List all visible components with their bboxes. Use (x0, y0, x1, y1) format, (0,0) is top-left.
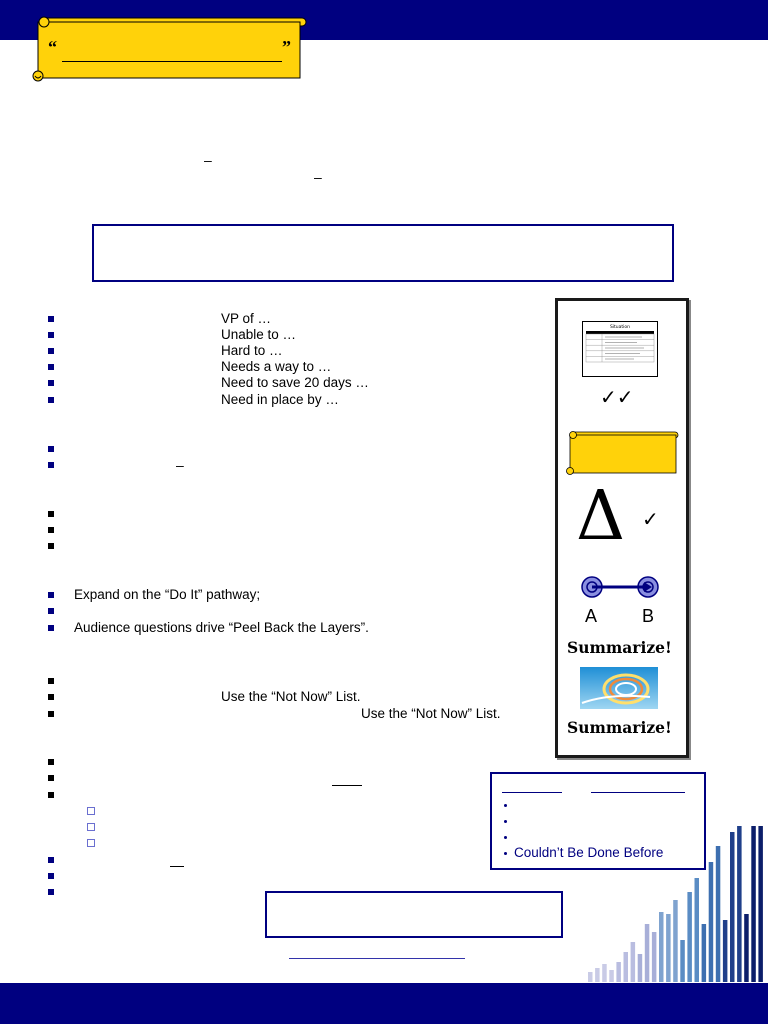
list-item: Hard to … (221, 343, 283, 358)
sub-bullet (87, 823, 95, 831)
bullet (48, 380, 54, 386)
decor-bar (616, 962, 621, 982)
bullet (48, 527, 54, 533)
sub-bullet (87, 807, 95, 815)
decor-bar (595, 968, 600, 982)
list-item: Expand on the “Do It” pathway; (74, 587, 261, 602)
bullet (48, 889, 54, 895)
decor-bar (652, 932, 657, 982)
list-item: Needs a way to … (221, 359, 332, 374)
bullet (48, 608, 54, 614)
bullet (48, 678, 54, 684)
bullet (48, 397, 54, 403)
footer-band (0, 983, 768, 1024)
bullet (48, 792, 54, 798)
list-item: Use the “Not Now” List. (221, 689, 361, 704)
summary-box (92, 224, 674, 282)
decor-bar (758, 826, 763, 982)
point-a-label: A (585, 606, 598, 626)
bullet (48, 364, 54, 370)
decor-bar (687, 892, 692, 982)
intro-dash-2: – (314, 169, 322, 185)
decor-bar (602, 964, 607, 982)
decor-bar (744, 914, 749, 982)
delta-icon: Δ (576, 477, 626, 556)
decor-bar (666, 914, 671, 982)
title-quote-close: ” (282, 37, 291, 57)
decor-bar (702, 924, 707, 982)
decor-bar (673, 900, 678, 982)
decor-bar (680, 940, 685, 982)
decor-bar (751, 826, 756, 982)
decor-bar (645, 924, 650, 982)
bullet (48, 462, 54, 468)
bullet (48, 332, 54, 338)
decorative-bars-graphic (580, 826, 768, 982)
callout-last-item: Couldn’t Be Done Before (514, 845, 664, 860)
decor-bar (659, 912, 664, 982)
list-item: Need in place by … (221, 392, 339, 407)
blank-underline (332, 785, 362, 786)
summarize-label-1: Summarize! (567, 638, 672, 657)
callout-underline-2 (591, 792, 685, 793)
link-underline (289, 958, 465, 959)
swirl-image (580, 667, 658, 709)
bullet (48, 711, 54, 717)
list-item: Audience questions drive “Peel Back the Layers”. (74, 620, 369, 635)
title-quote-open: “ (48, 37, 57, 57)
bullet (48, 694, 54, 700)
decor-bar (716, 846, 721, 982)
list-item: Need to save 20 days … (221, 375, 369, 390)
bottom-box (265, 891, 563, 938)
bullet (48, 348, 54, 354)
blank-underline (170, 866, 184, 867)
title-scroll-icon (30, 14, 310, 84)
bullet (48, 759, 54, 765)
bullet (48, 592, 54, 598)
bullet (48, 511, 54, 517)
bullet (48, 625, 54, 631)
title-blank-line (62, 61, 282, 62)
bullet (48, 857, 54, 863)
bullet (48, 446, 54, 452)
bullet (48, 775, 54, 781)
check-icon: ✓ (642, 507, 659, 531)
decor-bar (624, 952, 629, 982)
list-item: Unable to … (221, 327, 297, 342)
decor-bar (709, 862, 714, 982)
section-2-dash: – (176, 457, 184, 473)
sub-bullet (87, 839, 95, 847)
scroll-icon (566, 429, 680, 477)
callout-bullet (504, 852, 507, 855)
bullet (48, 316, 54, 322)
list-item: VP of … (221, 311, 272, 326)
bullet (48, 543, 54, 549)
decor-bar (631, 942, 636, 982)
callout-bullet (504, 836, 507, 839)
decor-bar (638, 954, 643, 982)
decor-bar (730, 832, 735, 982)
mini-table-icon (582, 321, 658, 377)
mini-table-title: Situation (609, 325, 631, 330)
bullet (48, 873, 54, 879)
sidebar-panel (555, 298, 689, 758)
double-check-icon: ✓✓ (600, 385, 634, 409)
decor-bar (737, 826, 742, 982)
decor-bar (695, 878, 700, 982)
list-item: Use the “Not Now” List. (361, 706, 501, 721)
point-b-label: B (642, 606, 655, 626)
intro-dash-1: – (204, 152, 212, 168)
a-to-b-arrow-icon (578, 573, 662, 603)
callout-underline-1 (502, 792, 562, 793)
summarize-label-2: Summarize! (567, 718, 672, 737)
decor-bar (609, 970, 614, 982)
callout-bullet (504, 820, 507, 823)
decor-bar (588, 972, 593, 982)
decor-bar (723, 920, 728, 982)
callout-bullet (504, 804, 507, 807)
